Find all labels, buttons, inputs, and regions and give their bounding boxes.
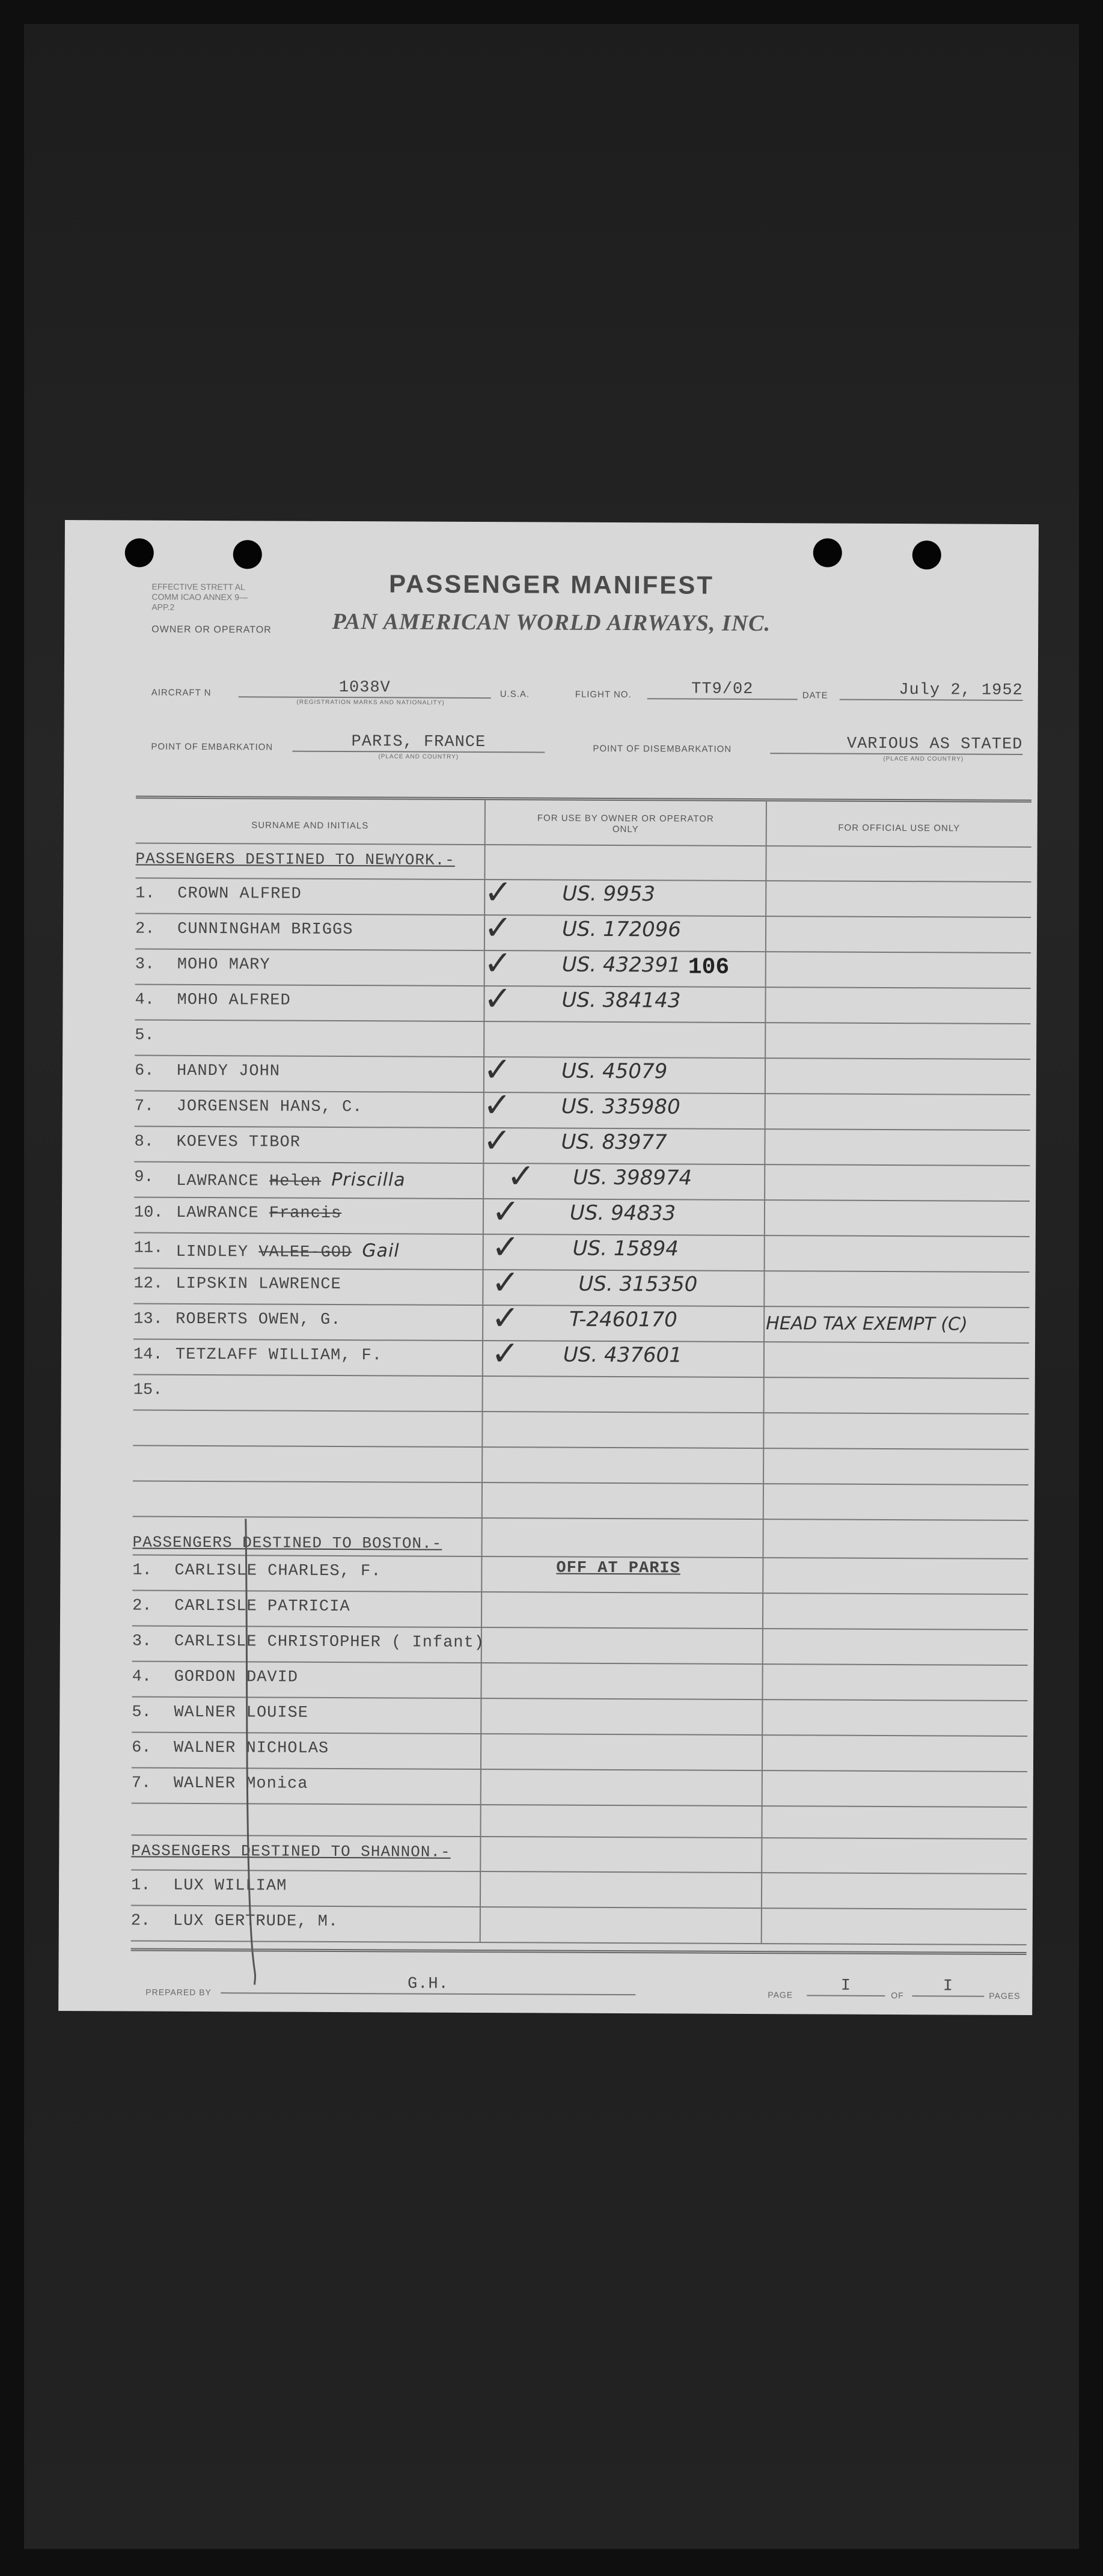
row-number: 13. (133, 1310, 163, 1329)
passenger-name: WALNER LOUISE (174, 1703, 309, 1722)
checkmark-icon: ✓ (483, 908, 513, 948)
page-value: I (807, 1977, 885, 1996)
row-number: 11. (133, 1239, 163, 1258)
row-rule (132, 1555, 1028, 1560)
aircraft-label: AIRCRAFT N (151, 687, 212, 699)
document-number: US. 172096 (561, 917, 681, 942)
table-row (60, 1739, 1033, 1778)
checkmark-icon: ✓ (490, 1334, 520, 1374)
table-row (59, 1912, 1033, 1951)
passenger-name: ROBERTS OWEN, G. (176, 1310, 341, 1330)
group-heading-newyork: PASSENGERS DESTINED TO NEWYORK.- (135, 849, 455, 869)
row-number: 3. (135, 955, 155, 974)
row-number: 2. (132, 1597, 152, 1615)
row-number: 5. (132, 1703, 151, 1722)
table-row (62, 1121, 1036, 1172)
row-number: 4. (135, 991, 154, 1009)
table-row (63, 944, 1037, 994)
table-row (61, 1334, 1035, 1384)
form-title: PASSENGER MANIFEST (388, 569, 715, 599)
passenger-name: HANDY JOHN (176, 1062, 281, 1081)
row-number: 6. (132, 1739, 151, 1757)
passenger-name (176, 1169, 405, 1192)
disembarkation-sublabel: (PLACE AND COUNTRY) (883, 755, 964, 763)
document-number: US. 384143 (561, 988, 681, 1013)
row-rule (131, 1835, 1027, 1840)
table-row (63, 908, 1037, 959)
table-row (60, 1668, 1033, 1707)
row-number: 2. (130, 1912, 151, 1930)
table-row (60, 1703, 1033, 1742)
table-row (60, 1561, 1034, 1600)
table-row (61, 1381, 1034, 1420)
table-row (61, 1299, 1035, 1349)
official-mark: 106 (688, 954, 730, 981)
checkmark-icon: ✓ (483, 944, 512, 984)
checkmark-icon: ✓ (491, 1299, 520, 1338)
table-row (62, 1228, 1036, 1278)
handwritten-given-name: Gail (362, 1240, 400, 1262)
row-number: 14. (133, 1345, 163, 1364)
column-header-owner-use: FOR USE BY OWNER OR OPERATOR ONLY (537, 813, 714, 835)
embarkation-value: PARIS, FRANCE (292, 733, 545, 753)
passenger-name: JORGENSEN HANS, C. (176, 1097, 363, 1117)
surname: LAWRANCE (176, 1204, 259, 1223)
embarkation-sublabel: (PLACE AND COUNTRY) (378, 753, 459, 760)
country-label: U.S.A. (500, 689, 530, 700)
document-number: US. 335980 (561, 1094, 680, 1119)
table-row (63, 1026, 1036, 1065)
passenger-name: LUX GERTRUDE, M. (173, 1912, 339, 1932)
pages-label: PAGES (989, 1990, 1021, 2001)
table-row (60, 1774, 1033, 1813)
passenger-name (176, 1204, 341, 1223)
row-number: 9. (134, 1168, 154, 1187)
passenger-name: LIPSKIN LAWRENCE (176, 1274, 341, 1294)
row-number: 12. (133, 1274, 163, 1293)
disembarkation-label: POINT OF DISEMBARKATION (593, 743, 732, 754)
passenger-name: CROWN ALFRED (177, 884, 302, 904)
date-value: July 2, 1952 (840, 681, 1023, 701)
row-rule (131, 1870, 1027, 1875)
table-row (63, 873, 1037, 923)
passenger-name: WALNER NICHOLAS (174, 1739, 329, 1758)
date-label: DATE (802, 690, 828, 701)
disembarkation-value: VARIOUS AS STATED (770, 735, 1022, 755)
aircraft-value: 1038V (239, 678, 491, 699)
row-number: 7. (134, 1097, 154, 1116)
prepared-by-value: G.H. (221, 1974, 635, 1995)
airline-name: PAN AMERICAN WORLD AIRWAYS, INC. (332, 608, 771, 637)
checkmark-icon: ✓ (491, 1228, 520, 1267)
passenger-name: CARLISLE PATRICIA (174, 1597, 350, 1617)
table-top-rule (136, 796, 1031, 803)
document-number: US. 45079 (561, 1059, 668, 1084)
row-number: 4. (132, 1668, 152, 1686)
surname: LINDLEY (176, 1243, 249, 1262)
surname: LAWRANCE (176, 1172, 259, 1191)
flight-number-value: TT9/02 (647, 680, 798, 700)
row-number: 1. (131, 1876, 151, 1895)
row-rule (133, 1481, 1028, 1486)
document-number: US. 432391 (561, 952, 681, 977)
table-row (61, 1263, 1035, 1314)
document-number: US. 9953 (562, 881, 656, 907)
row-number: 6. (134, 1062, 154, 1080)
header-rule (136, 843, 1031, 848)
passenger-name: CUNNINGHAM BRIGGS (177, 920, 353, 940)
passenger-name: KOEVES TIBOR (176, 1133, 301, 1152)
passenger-name: GORDON DAVID (174, 1668, 299, 1687)
row-number: 7. (131, 1774, 151, 1793)
passenger-name: LUX WILLIAM (173, 1876, 287, 1895)
punch-hole (233, 540, 262, 569)
manifest-sheet (58, 520, 1039, 2015)
passenger-name (176, 1240, 400, 1262)
table-row (60, 1632, 1034, 1671)
form-reference-note: EFFECTIVE STRETT AL COMM ICAO ANNEX 9—APP.2 (151, 581, 248, 612)
table-row (63, 1086, 1036, 1136)
column-header-official-use: FOR OFFICIAL USE ONLY (838, 822, 961, 834)
row-rule (133, 1445, 1028, 1451)
struck-given-name: Helen (269, 1172, 322, 1191)
punch-hole (912, 540, 941, 569)
checkmark-icon: ✓ (483, 1121, 512, 1161)
embarkation-label: POINT OF EMBARKATION (151, 741, 273, 753)
document-number: US. 315350 (578, 1271, 698, 1297)
off-at-paris-note: OFF AT PARIS (556, 1559, 680, 1578)
punch-hole (125, 538, 154, 567)
row-number: 1. (135, 884, 155, 903)
head-tax-exempt-note: HEAD TAX EXEMPT (C) (766, 1313, 968, 1335)
passenger-name: CARLISLE CHARLES, F. (174, 1561, 382, 1581)
row-number: 1. (132, 1561, 152, 1580)
document-number: T-2460170 (569, 1307, 677, 1332)
column-header-names: SURNAME AND INITIALS (251, 820, 369, 831)
flight-number-label: FLIGHT NO. (575, 689, 632, 700)
document-number: US. 437601 (563, 1342, 682, 1368)
checkmark-icon: ✓ (491, 1263, 520, 1303)
table-row (62, 1192, 1036, 1243)
aircraft-sublabel: (REGISTRATION MARKS AND NATIONALITY) (296, 699, 445, 706)
struck-given-name: Francis (269, 1204, 342, 1223)
row-number: 10. (133, 1204, 163, 1222)
owner-operator-label: OWNER OR OPERATOR (151, 624, 272, 635)
document-number: US. 83977 (561, 1130, 667, 1155)
handwritten-given-name: Priscilla (331, 1169, 406, 1191)
table-row (62, 1157, 1036, 1207)
document-number: US. 94833 (569, 1201, 676, 1226)
table-row (59, 1876, 1033, 1915)
checkmark-icon: ✓ (491, 1192, 521, 1232)
struck-given-name: VALEE-GOD (258, 1243, 352, 1262)
row-rule (133, 1516, 1028, 1522)
checkmark-icon: ✓ (483, 1050, 512, 1090)
pencil-stroke (239, 1519, 264, 1987)
passenger-name: MOHO MARY (177, 955, 270, 974)
checkmark-icon: ✓ (484, 873, 513, 913)
document-number: US. 15894 (572, 1236, 679, 1261)
table-row (63, 979, 1036, 1030)
page-label: PAGE (768, 1990, 793, 2000)
group-heading-shannon: PASSENGERS DESTINED TO SHANNON.- (131, 1841, 451, 1861)
passenger-name: TETZLAFF WILLIAM, F. (175, 1345, 383, 1365)
row-number: 8. (134, 1133, 154, 1151)
table-row (63, 1050, 1036, 1101)
table-row (60, 1597, 1034, 1636)
checkmark-icon: ✓ (507, 1157, 536, 1196)
checkmark-icon: ✓ (483, 979, 512, 1019)
pages-value: I (912, 1977, 984, 1997)
passenger-name: MOHO ALFRED (177, 991, 291, 1010)
row-number: 2. (135, 920, 155, 938)
prepared-by-label: PREPARED BY (145, 1987, 212, 1998)
punch-hole (813, 538, 842, 567)
group-heading-boston: PASSENGERS DESTINED TO BOSTON.- (132, 1533, 442, 1553)
row-number: 5. (135, 1026, 154, 1045)
document-number: US. 398974 (573, 1165, 692, 1190)
checkmark-icon: ✓ (483, 1086, 512, 1125)
passenger-name: WALNER Monica (173, 1774, 308, 1793)
passenger-name: CARLISLE CHRISTOPHER ( Infant) (174, 1632, 485, 1653)
row-number: 15. (133, 1381, 163, 1400)
of-label: OF (891, 1990, 904, 2001)
row-number: 3. (132, 1632, 152, 1651)
